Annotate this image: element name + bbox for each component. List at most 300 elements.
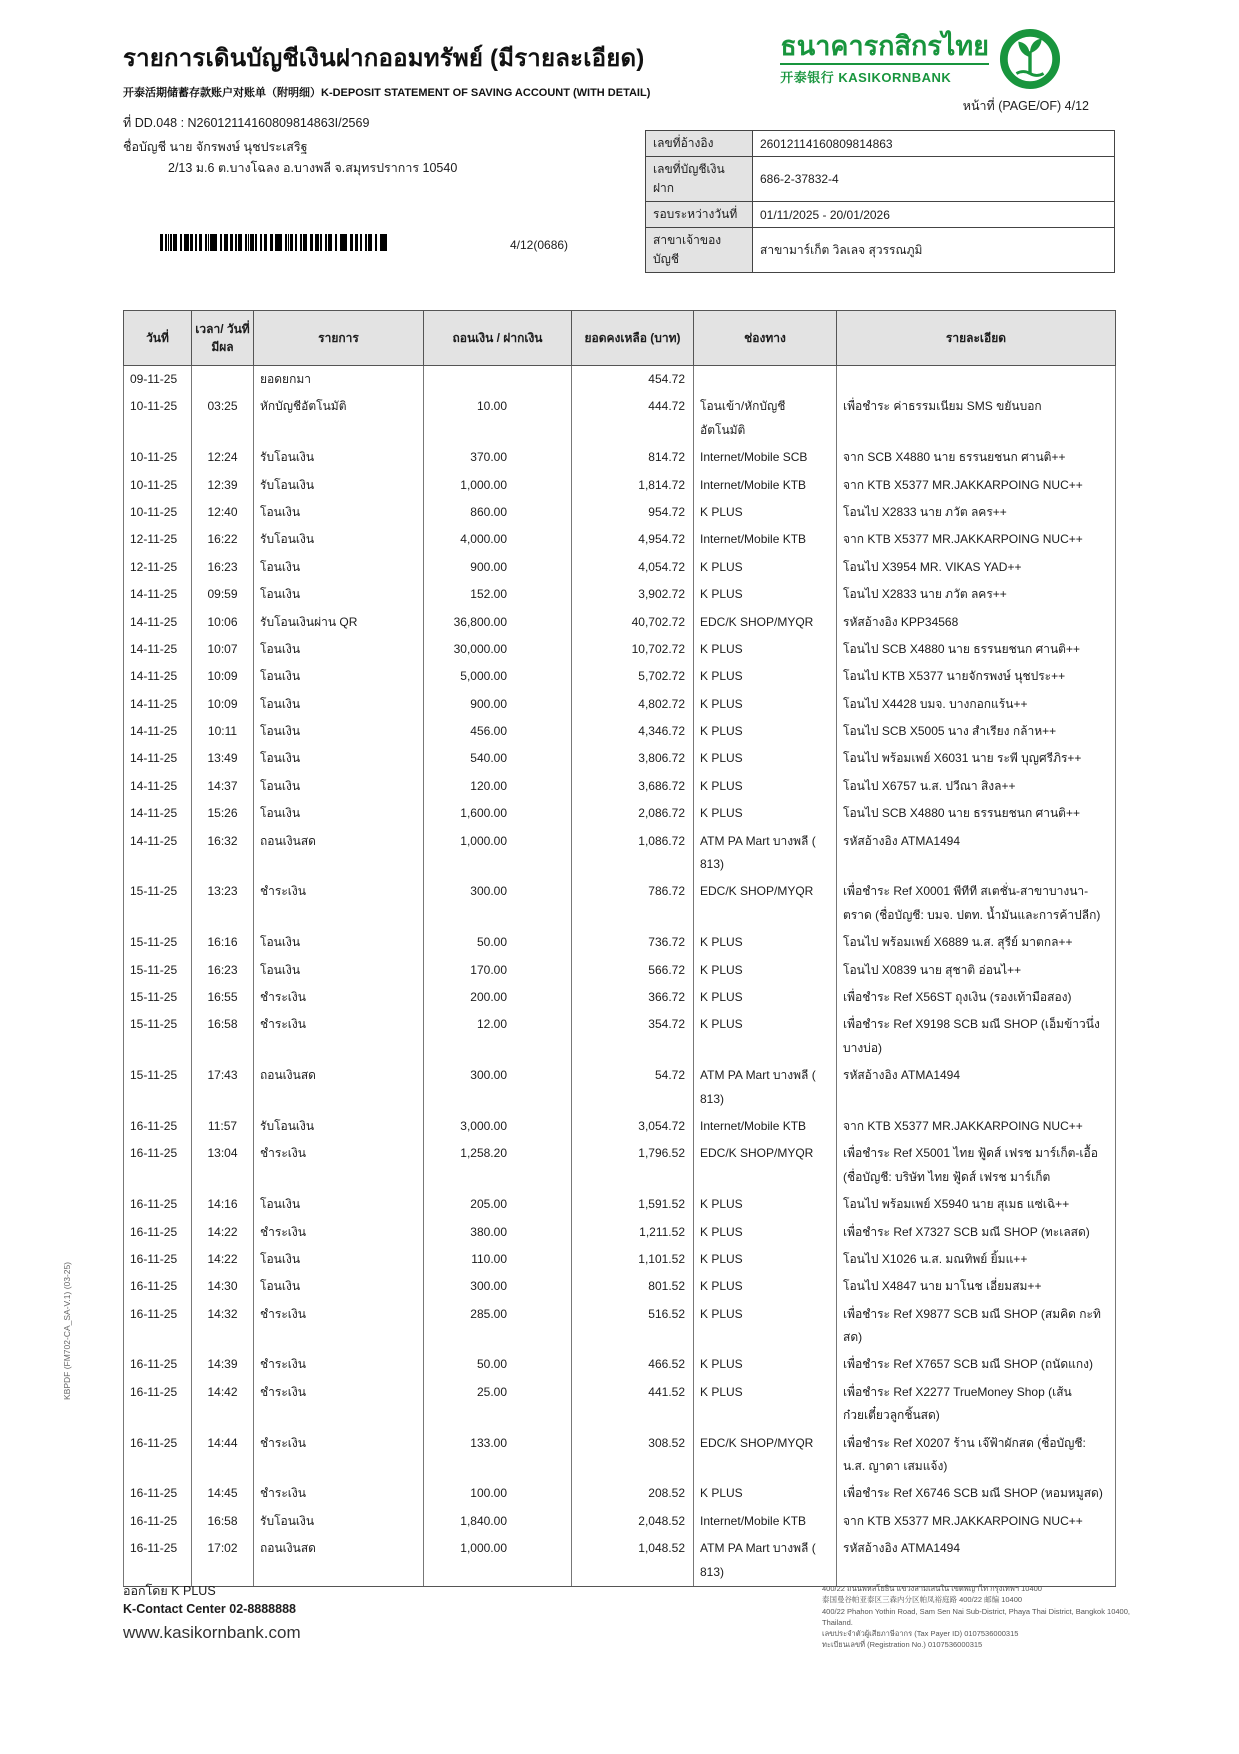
transaction-row: [124, 366, 1116, 394]
txn-description: โอนเงิน: [254, 663, 424, 690]
txn-detail: โอนไป พร้อมเพย์ X6031 นาย ระพี บุญศรีภิร++: [837, 745, 1116, 772]
txn-description: ชำระเงิน: [254, 878, 424, 929]
txn-date: 12-11-25: [124, 526, 192, 553]
transaction-row: [124, 745, 1116, 772]
txn-balance: 786.72: [572, 878, 694, 929]
txn-date: 14-11-25: [124, 773, 192, 800]
info-label: เลขที่บัญชีเงินฝาก: [646, 157, 753, 202]
txn-detail: โอนไป พร้อมเพย์ X5940 นาย สุเมธ แซ่เฉิ++: [837, 1191, 1116, 1218]
account-name: ชื่อบัญชี นาย จักรพงษ์ นุชประเสริฐ: [123, 140, 308, 154]
txn-amount: 36,800.00: [424, 609, 572, 636]
transaction-row: [124, 472, 1116, 499]
txn-date: 16-11-25: [124, 1379, 192, 1430]
barcode: [160, 234, 388, 251]
transaction-row: [124, 1219, 1116, 1246]
bank-logo: [780, 28, 1061, 90]
txn-detail: โอนไป X4847 นาย มาโนช เอี่ยมสม++: [837, 1273, 1116, 1300]
txn-channel: Internet/Mobile KTB: [694, 526, 837, 553]
txn-balance: 366.72: [572, 984, 694, 1011]
txn-amount: 370.00: [424, 444, 572, 471]
txn-time: 14:39: [192, 1351, 254, 1378]
transaction-row: [124, 663, 1116, 690]
transactions-body: [124, 366, 1116, 1587]
txn-amount: 300.00: [424, 1273, 572, 1300]
txn-detail: รหัสอ้างอิง ATMA1494: [837, 1535, 1116, 1586]
txn-balance: 1,211.52: [572, 1219, 694, 1246]
txn-amount: 860.00: [424, 499, 572, 526]
transaction-row: [124, 1011, 1116, 1062]
txn-amount: 1,000.00: [424, 1535, 572, 1586]
header-amount: ถอนเงิน / ฝากเงิน: [424, 311, 572, 366]
txn-detail: เพื่อชำระ Ref X0207 ร้าน เจ๊ฟ้าผักสด (ชื่อบัญชี: น.ส. ญาดา เสมแจ้ง): [837, 1430, 1116, 1481]
txn-channel: K PLUS: [694, 718, 837, 745]
txn-date: 10-11-25: [124, 499, 192, 526]
txn-detail: โอนไป พร้อมเพย์ X6889 น.ส. สุรีย์ มาตกล++: [837, 929, 1116, 956]
txn-date: 16-11-25: [124, 1480, 192, 1507]
txn-amount: 1,600.00: [424, 800, 572, 827]
header-description: รายการ: [254, 311, 424, 366]
txn-amount: 5,000.00: [424, 663, 572, 690]
txn-description: โอนเงิน: [254, 1191, 424, 1218]
transaction-row: [124, 581, 1116, 608]
txn-date: 16-11-25: [124, 1273, 192, 1300]
txn-balance: 954.72: [572, 499, 694, 526]
txn-date: 09-11-25: [124, 366, 192, 394]
transaction-row: [124, 1508, 1116, 1535]
txn-balance: 354.72: [572, 1011, 694, 1062]
txn-description: โอนเงิน: [254, 554, 424, 581]
txn-time: 14:22: [192, 1219, 254, 1246]
txn-amount: 30,000.00: [424, 636, 572, 663]
txn-date: 14-11-25: [124, 581, 192, 608]
tax-payer-id: เลขประจำตัวผู้เสียภาษีอากร (Tax Payer ID) 0107536000315: [822, 1629, 1019, 1638]
txn-balance: 1,048.52: [572, 1535, 694, 1586]
txn-detail: รหัสอ้างอิง ATMA1494: [837, 1062, 1116, 1113]
txn-balance: 4,054.72: [572, 554, 694, 581]
txn-detail: จาก KTB X5377 MR.JAKKARPOING NUC++: [837, 472, 1116, 499]
txn-amount: 152.00: [424, 581, 572, 608]
txn-balance: 208.52: [572, 1480, 694, 1507]
txn-channel: K PLUS: [694, 929, 837, 956]
txn-description: รับโอนเงิน: [254, 444, 424, 471]
txn-time: [192, 366, 254, 394]
txn-description: โอนเงิน: [254, 773, 424, 800]
transaction-row: [124, 1062, 1116, 1113]
txn-balance: 801.52: [572, 1273, 694, 1300]
txn-channel: K PLUS: [694, 554, 837, 581]
txn-channel: K PLUS: [694, 691, 837, 718]
txn-description: ถอนเงินสด: [254, 1062, 424, 1113]
transaction-row: [124, 393, 1116, 444]
txn-detail: เพื่อชำระ Ref X6746 SCB มณี SHOP (หอมหมูสด): [837, 1480, 1116, 1507]
txn-balance: 441.52: [572, 1379, 694, 1430]
txn-date: 10-11-25: [124, 472, 192, 499]
txn-date: 15-11-25: [124, 1062, 192, 1113]
txn-balance: 1,101.52: [572, 1246, 694, 1273]
txn-detail: เพื่อชำระ Ref X9877 SCB มณี SHOP (สมคิด กะทิสด): [837, 1301, 1116, 1352]
txn-balance: 40,702.72: [572, 609, 694, 636]
txn-description: ถอนเงินสด: [254, 1535, 424, 1586]
transaction-row: [124, 1191, 1116, 1218]
txn-channel: EDC/K SHOP/MYQR: [694, 1140, 837, 1191]
txn-channel: K PLUS: [694, 1379, 837, 1430]
txn-date: 16-11-25: [124, 1535, 192, 1586]
txn-date: 10-11-25: [124, 444, 192, 471]
txn-description: ชำระเงิน: [254, 1379, 424, 1430]
page-subtitle: 开泰活期储蓄存款账户对账单（附明细）K-DEPOSIT STATEMENT OF SAVING ACCOUNT (WITH DETAIL): [123, 87, 651, 99]
txn-detail: โอนไป KTB X5377 นายจักรพงษ์ นุชประ++: [837, 663, 1116, 690]
txn-detail: จาก KTB X5377 MR.JAKKARPOING NUC++: [837, 1113, 1116, 1140]
txn-amount: 10.00: [424, 393, 572, 444]
transaction-row: [124, 929, 1116, 956]
txn-time: 10:11: [192, 718, 254, 745]
txn-time: 14:30: [192, 1273, 254, 1300]
txn-description: รับโอนเงินผ่าน QR: [254, 609, 424, 636]
txn-channel: K PLUS: [694, 581, 837, 608]
transaction-row: [124, 444, 1116, 471]
txn-date: 14-11-25: [124, 663, 192, 690]
txn-amount: 170.00: [424, 957, 572, 984]
txn-balance: 5,702.72: [572, 663, 694, 690]
transaction-row: [124, 773, 1116, 800]
txn-amount: 120.00: [424, 773, 572, 800]
txn-date: 14-11-25: [124, 800, 192, 827]
txn-detail: รหัสอ้างอิง KPP34568: [837, 609, 1116, 636]
txn-description: ชำระเงิน: [254, 1351, 424, 1378]
txn-amount: 133.00: [424, 1430, 572, 1481]
txn-description: รับโอนเงิน: [254, 526, 424, 553]
bank-logo-text: [780, 32, 989, 85]
info-value: สาขามาร์เก็ต วิลเลจ สุวรรณภูมิ: [753, 228, 1115, 273]
txn-amount: 540.00: [424, 745, 572, 772]
txn-description: ยอดยกมา: [254, 366, 424, 394]
txn-channel: Internet/Mobile KTB: [694, 472, 837, 499]
bank-name-sub: 开泰银行 KASIKORNBANK: [780, 63, 989, 86]
txn-date: 15-11-25: [124, 878, 192, 929]
bank-address-cn: 泰国曼谷帕亚泰区三森内分区帕凤裕庭路 400/22 邮编 10400: [822, 1595, 1023, 1605]
info-value: 26012114160809814863: [753, 131, 1115, 157]
transaction-row: [124, 691, 1116, 718]
txn-date: 14-11-25: [124, 828, 192, 879]
transaction-row: [124, 1535, 1116, 1586]
transaction-row: [124, 1140, 1116, 1191]
txn-description: ชำระเงิน: [254, 1301, 424, 1352]
txn-channel: EDC/K SHOP/MYQR: [694, 609, 837, 636]
txn-time: 16:22: [192, 526, 254, 553]
transaction-row: [124, 499, 1116, 526]
txn-date: 14-11-25: [124, 718, 192, 745]
info-row-account-number: [646, 157, 1115, 202]
info-row-reference: [646, 131, 1115, 157]
txn-channel: K PLUS: [694, 1480, 837, 1507]
transaction-row: [124, 1113, 1116, 1140]
info-value: 01/11/2025 - 20/01/2026: [753, 202, 1115, 228]
info-row-period: [646, 202, 1115, 228]
issued-by: ออกโดย K PLUS: [123, 1584, 216, 1598]
footer-fine-print: [822, 1583, 1142, 1651]
txn-balance: 4,954.72: [572, 526, 694, 553]
txn-amount: 900.00: [424, 691, 572, 718]
txn-balance: 308.52: [572, 1430, 694, 1481]
txn-channel: EDC/K SHOP/MYQR: [694, 1430, 837, 1481]
txn-amount: 205.00: [424, 1191, 572, 1218]
txn-detail: โอนไป X2833 นาย ภวัต ลคร++: [837, 499, 1116, 526]
txn-amount: 900.00: [424, 554, 572, 581]
transaction-row: [124, 984, 1116, 1011]
txn-amount: 1,840.00: [424, 1508, 572, 1535]
txn-channel: K PLUS: [694, 984, 837, 1011]
txn-amount: 380.00: [424, 1219, 572, 1246]
txn-balance: 10,702.72: [572, 636, 694, 663]
txn-balance: 444.72: [572, 393, 694, 444]
transactions-table: [123, 310, 1116, 1587]
txn-date: 14-11-25: [124, 609, 192, 636]
txn-channel: ATM PA Mart บางพลี ( 813): [694, 1062, 837, 1113]
txn-channel: K PLUS: [694, 1011, 837, 1062]
account-info-table: [645, 130, 1115, 273]
txn-description: ถอนเงินสด: [254, 828, 424, 879]
txn-time: 17:43: [192, 1062, 254, 1113]
txn-time: 14:45: [192, 1480, 254, 1507]
txn-time: 10:09: [192, 691, 254, 718]
txn-time: 12:39: [192, 472, 254, 499]
txn-description: โอนเงิน: [254, 636, 424, 663]
txn-detail: โอนไป SCB X4880 นาย ธรรนยชนก ศานติ++: [837, 800, 1116, 827]
txn-description: ชำระเงิน: [254, 1480, 424, 1507]
txn-channel: โอนเข้า/หักบัญชีอัตโนมัติ: [694, 393, 837, 444]
txn-channel: K PLUS: [694, 1246, 837, 1273]
txn-channel: K PLUS: [694, 745, 837, 772]
txn-detail: เพื่อชำระ Ref X5001 ไทย ฟู้ดส์ เฟรช มาร์เก็ต-เอื้อ (ชื่อบัญชี: บริษัท ไทย ฟู้ดส์ เฟรช มาร์เก็ต: [837, 1140, 1116, 1191]
txn-time: 13:49: [192, 745, 254, 772]
txn-time: 16:16: [192, 929, 254, 956]
txn-amount: 100.00: [424, 1480, 572, 1507]
txn-detail: เพื่อชำระ Ref X7657 SCB มณี SHOP (ถนัดแกง): [837, 1351, 1116, 1378]
txn-detail: เพื่อชำระ Ref X0001 พีทีที สเตชั่น-สาขาบางนา-ตราด (ชื่อบัญชี: บมจ. ปตท. น้ำมันและการค้าปลีก): [837, 878, 1116, 929]
txn-balance: 1,591.52: [572, 1191, 694, 1218]
txn-balance: 814.72: [572, 444, 694, 471]
transaction-row: [124, 957, 1116, 984]
transaction-row: [124, 1246, 1116, 1273]
txn-time: 17:02: [192, 1535, 254, 1586]
txn-channel: K PLUS: [694, 1301, 837, 1352]
txn-time: 10:06: [192, 609, 254, 636]
info-label: เลขที่อ้างอิง: [646, 131, 753, 157]
txn-time: 16:23: [192, 957, 254, 984]
txn-date: 15-11-25: [124, 1011, 192, 1062]
txn-detail: โอนไป X6757 น.ส. ปวีณา สิงล++: [837, 773, 1116, 800]
txn-detail: เพื่อชำระ Ref X56ST ถุงเงิน (รองเท้ามือสอง): [837, 984, 1116, 1011]
txn-description: รับโอนเงิน: [254, 472, 424, 499]
txn-time: 14:42: [192, 1379, 254, 1430]
txn-amount: 50.00: [424, 929, 572, 956]
txn-time: 16:23: [192, 554, 254, 581]
transaction-row: [124, 800, 1116, 827]
txn-description: โอนเงิน: [254, 718, 424, 745]
document-number: ที่ DD.048 : N26012114160809814863I/2569: [123, 116, 370, 130]
txn-amount: 200.00: [424, 984, 572, 1011]
txn-date: 16-11-25: [124, 1508, 192, 1535]
header-date: วันที่: [124, 311, 192, 366]
txn-channel: ATM PA Mart บางพลี ( 813): [694, 828, 837, 879]
txn-detail: เพื่อชำระ Ref X7327 SCB มณี SHOP (ทะเลสด): [837, 1219, 1116, 1246]
transaction-row: [124, 828, 1116, 879]
txn-detail: โอนไป SCB X4880 นาย ธรรนยชนก ศานติ++: [837, 636, 1116, 663]
txn-time: 14:37: [192, 773, 254, 800]
transaction-row: [124, 878, 1116, 929]
txn-time: 12:24: [192, 444, 254, 471]
txn-amount: 12.00: [424, 1011, 572, 1062]
txn-balance: 3,054.72: [572, 1113, 694, 1140]
txn-detail: โอนไป X2833 นาย ภวัต ลคร++: [837, 581, 1116, 608]
txn-channel: Internet/Mobile SCB: [694, 444, 837, 471]
transactions-header-row: [124, 311, 1116, 366]
txn-channel: K PLUS: [694, 1191, 837, 1218]
txn-description: โอนเงิน: [254, 957, 424, 984]
txn-time: 16:55: [192, 984, 254, 1011]
txn-date: 12-11-25: [124, 554, 192, 581]
txn-date: 16-11-25: [124, 1301, 192, 1352]
txn-detail: โอนไป SCB X5005 นาง สำเรียง กล้าห++: [837, 718, 1116, 745]
txn-date: 15-11-25: [124, 929, 192, 956]
txn-amount: 1,258.20: [424, 1140, 572, 1191]
txn-description: หักบัญชีอัตโนมัติ: [254, 393, 424, 444]
txn-description: ชำระเงิน: [254, 1430, 424, 1481]
txn-channel: K PLUS: [694, 1273, 837, 1300]
txn-detail: เพื่อชำระ Ref X2277 TrueMoney Shop (เส้นก๋วยเตี๋ยวลูกชิ้นสด): [837, 1379, 1116, 1430]
txn-channel: K PLUS: [694, 1219, 837, 1246]
txn-balance: 1,814.72: [572, 472, 694, 499]
txn-date: 16-11-25: [124, 1140, 192, 1191]
bank-name-thai: ธนาคารกสิกรไทย: [780, 31, 989, 62]
txn-amount: 300.00: [424, 878, 572, 929]
txn-channel: K PLUS: [694, 957, 837, 984]
info-label: สาขาเจ้าของบัญชี: [646, 228, 753, 273]
txn-channel: [694, 366, 837, 394]
transaction-row: [124, 1301, 1116, 1352]
txn-detail: โอนไป X3954 MR. VIKAS YAD++: [837, 554, 1116, 581]
txn-amount: 3,000.00: [424, 1113, 572, 1140]
txn-description: ชำระเงิน: [254, 1219, 424, 1246]
statement-title-block: [123, 38, 743, 100]
txn-balance: 3,686.72: [572, 773, 694, 800]
bank-address-en: 400/22 Phahon Yothin Road, Sam Sen Nai Sub-District, Phaya Thai District, Bangkok 10400, Thailand.: [822, 1606, 1130, 1627]
txn-amount: 1,000.00: [424, 828, 572, 879]
txn-description: ชำระเงิน: [254, 1140, 424, 1191]
txn-balance: 3,806.72: [572, 745, 694, 772]
header-channel: ช่องทาง: [694, 311, 837, 366]
transaction-row: [124, 554, 1116, 581]
txn-balance: 3,902.72: [572, 581, 694, 608]
txn-description: โอนเงิน: [254, 1273, 424, 1300]
txn-description: โอนเงิน: [254, 499, 424, 526]
txn-amount: 25.00: [424, 1379, 572, 1430]
txn-description: รับโอนเงิน: [254, 1508, 424, 1535]
txn-date: 16-11-25: [124, 1219, 192, 1246]
txn-time: 15:26: [192, 800, 254, 827]
txn-time: 11:57: [192, 1113, 254, 1140]
txn-amount: 285.00: [424, 1301, 572, 1352]
txn-time: 14:22: [192, 1246, 254, 1273]
txn-balance: 736.72: [572, 929, 694, 956]
txn-detail: โอนไป X0839 นาย สุชาติ อ่อนไ++: [837, 957, 1116, 984]
txn-description: โอนเงิน: [254, 745, 424, 772]
txn-date: 10-11-25: [124, 393, 192, 444]
bank-website: www.kasikornbank.com: [123, 1623, 301, 1642]
txn-date: 14-11-25: [124, 691, 192, 718]
txn-description: โอนเงิน: [254, 691, 424, 718]
txn-time: 12:40: [192, 499, 254, 526]
txn-time: 10:07: [192, 636, 254, 663]
txn-detail: เพื่อชำระ Ref X9198 SCB มณี SHOP (เอ็มข้าวนึ่ง บางบ่อ): [837, 1011, 1116, 1062]
txn-detail: โอนไป X4428 บมจ. บางกอกแร้น++: [837, 691, 1116, 718]
txn-channel: K PLUS: [694, 773, 837, 800]
txn-channel: K PLUS: [694, 636, 837, 663]
txn-time: 09:59: [192, 581, 254, 608]
transaction-row: [124, 636, 1116, 663]
transaction-row: [124, 1379, 1116, 1430]
txn-detail: จาก KTB X5377 MR.JAKKARPOING NUC++: [837, 526, 1116, 553]
txn-description: ชำระเงิน: [254, 984, 424, 1011]
txn-time: 13:23: [192, 878, 254, 929]
txn-time: 14:32: [192, 1301, 254, 1352]
txn-balance: 4,346.72: [572, 718, 694, 745]
txn-amount: 1,000.00: [424, 472, 572, 499]
txn-balance: 54.72: [572, 1062, 694, 1113]
txn-balance: 1,086.72: [572, 828, 694, 879]
txn-time: 10:09: [192, 663, 254, 690]
txn-amount: 456.00: [424, 718, 572, 745]
txn-description: ชำระเงิน: [254, 1011, 424, 1062]
txn-description: โอนเงิน: [254, 929, 424, 956]
txn-channel: K PLUS: [694, 800, 837, 827]
txn-balance: 4,802.72: [572, 691, 694, 718]
txn-date: 16-11-25: [124, 1351, 192, 1378]
txn-date: 15-11-25: [124, 957, 192, 984]
txn-description: โอนเงิน: [254, 581, 424, 608]
page-number: หน้าที่ (PAGE/OF) 4/12: [962, 99, 1089, 113]
barcode-text: 4/12(0686): [510, 238, 569, 252]
txn-detail: เพื่อชำระ ค่าธรรมเนียม SMS ขยันบอก: [837, 393, 1116, 444]
txn-balance: 516.52: [572, 1301, 694, 1352]
info-value: 686-2-37832-4: [753, 157, 1115, 202]
registration-number: ทะเบียนเลขที่ (Registration No.) 0107536000315: [822, 1640, 983, 1650]
txn-channel: EDC/K SHOP/MYQR: [694, 878, 837, 929]
txn-balance: 1,796.52: [572, 1140, 694, 1191]
contact-center: K-Contact Center 02-8888888: [123, 1601, 296, 1616]
txn-channel: K PLUS: [694, 663, 837, 690]
txn-amount: [424, 366, 572, 394]
transaction-row: [124, 526, 1116, 553]
txn-time: 13:04: [192, 1140, 254, 1191]
txn-amount: 110.00: [424, 1246, 572, 1273]
txn-time: 14:44: [192, 1430, 254, 1481]
txn-amount: 300.00: [424, 1062, 572, 1113]
transaction-row: [124, 609, 1116, 636]
transaction-row: [124, 718, 1116, 745]
txn-channel: Internet/Mobile KTB: [694, 1508, 837, 1535]
txn-time: 03:25: [192, 393, 254, 444]
txn-date: 16-11-25: [124, 1246, 192, 1273]
txn-detail: รหัสอ้างอิง ATMA1494: [837, 828, 1116, 879]
header-balance: ยอดคงเหลือ (บาท): [572, 311, 694, 366]
txn-date: 14-11-25: [124, 745, 192, 772]
txn-date: 15-11-25: [124, 984, 192, 1011]
account-address: 2/13 ม.6 ต.บางโฉลง อ.บางพลี จ.สมุทรปราการ 10540: [168, 161, 458, 175]
txn-channel: ATM PA Mart บางพลี ( 813): [694, 1535, 837, 1586]
txn-channel: K PLUS: [694, 499, 837, 526]
header-detail: รายละเอียด: [837, 311, 1116, 366]
